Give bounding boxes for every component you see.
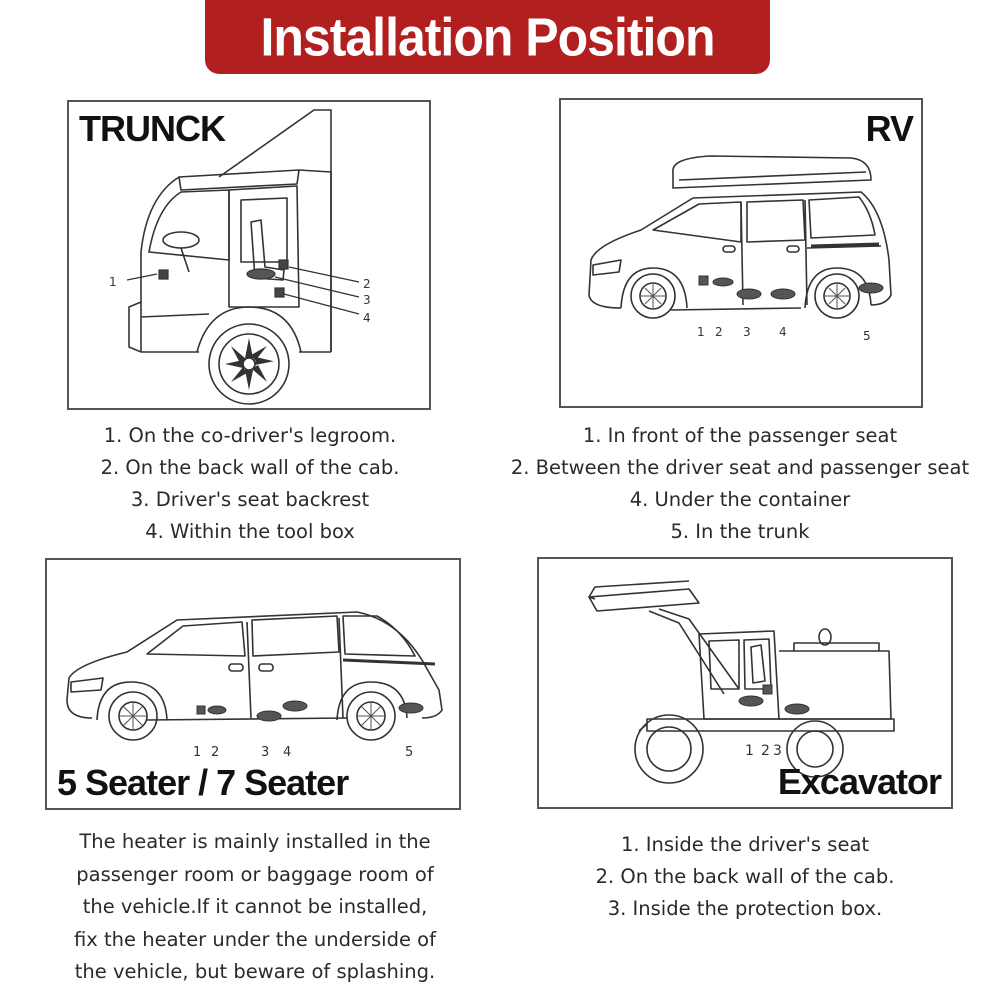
truck-captions <box>40 420 460 548</box>
title-banner <box>205 0 770 74</box>
caption-line: 3. Driver's seat backrest <box>130 488 370 511</box>
excavator-marker: 3 <box>773 743 782 759</box>
caption-line: 5. In the trunk <box>670 520 810 543</box>
excavator-marker: 2 <box>761 743 770 759</box>
caption-line: 4. Within the tool box <box>145 520 355 543</box>
truck-panel <box>67 100 431 410</box>
description-line: fix the heater under the underside of <box>74 927 436 951</box>
rv-marker: 3 <box>743 325 751 339</box>
seater-label: 5 Seater / 7 Seater <box>57 762 349 803</box>
rv-captions <box>490 420 990 548</box>
seater-marker: 3 <box>261 745 270 760</box>
seater-marker: 2 <box>211 745 220 760</box>
description-line: The heater is mainly installed in the <box>79 830 431 853</box>
truck-marker: 1 <box>109 275 117 289</box>
rv-marker: 4 <box>779 325 787 339</box>
rv-marker: 1 <box>697 325 705 339</box>
seater-marker: 4 <box>283 745 292 760</box>
caption-line: 2. On the back wall of the cab. <box>595 865 895 888</box>
seater-panel <box>45 558 461 810</box>
caption-line: 4. Under the container <box>629 488 851 511</box>
truck-marker: 2 <box>363 277 371 291</box>
rv-marker: 5 <box>863 329 871 343</box>
page-title: Installation Position <box>260 6 715 68</box>
description-line: the vehicle, but beware of splashing. <box>74 960 436 983</box>
excavator-panel <box>537 557 953 809</box>
rv-marker: 2 <box>715 325 723 339</box>
caption-line: 1. In front of the passenger seat <box>582 424 898 447</box>
caption-line: 1. On the co-driver's legroom. <box>103 424 397 447</box>
excavator-label: Excavator <box>777 761 941 802</box>
seater-marker: 5 <box>405 745 414 760</box>
truck-marker: 3 <box>363 293 371 307</box>
caption-line: 2. On the back wall of the cab. <box>100 456 400 479</box>
rv-label: RV <box>865 108 913 149</box>
truck-marker: 4 <box>363 311 371 325</box>
truck-label: TRUNCK <box>79 108 225 149</box>
caption-line: 3. Inside the protection box. <box>607 897 883 920</box>
caption-line: 1. Inside the driver's seat <box>620 833 870 856</box>
seater-description <box>35 826 475 989</box>
rv-panel <box>559 98 923 408</box>
description-line: passenger room or baggage room of <box>76 862 434 886</box>
excavator-marker: 1 <box>745 743 754 759</box>
seater-marker: 1 <box>193 745 202 760</box>
description-line: the vehicle.If it cannot be installed, <box>82 895 428 918</box>
excavator-captions <box>530 829 960 925</box>
caption-line: 2. Between the driver seat and passenger seat <box>510 456 970 479</box>
